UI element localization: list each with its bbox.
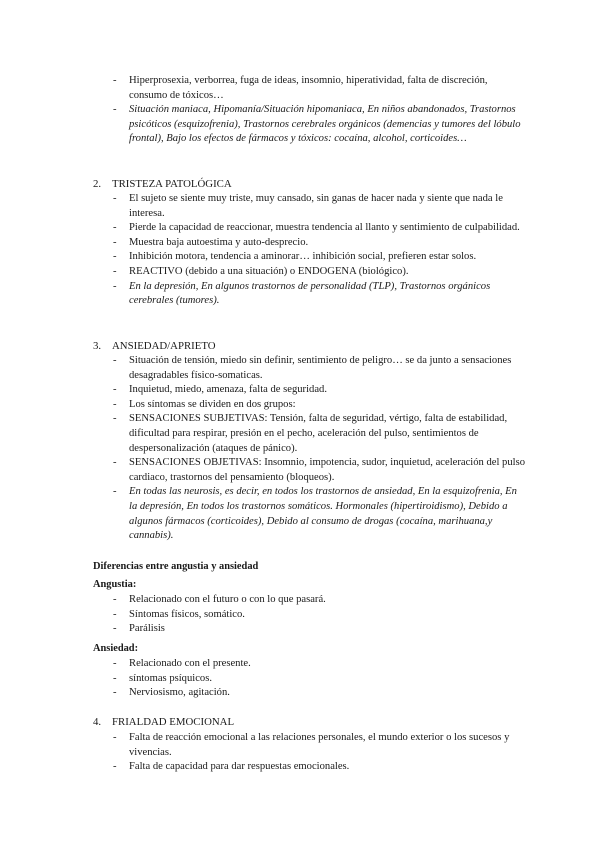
- frialdad-list: [113, 731, 525, 775]
- section-number: 2.: [93, 178, 102, 190]
- list-item: - El sujeto se siente muy triste, muy cansado, sin ganas de hacer nada y siente que nada le interesa.: [113, 192, 525, 221]
- list-item: - síntomas psíquicos.: [113, 672, 525, 687]
- section-number: 4.: [93, 716, 102, 728]
- intro-list: [113, 74, 525, 147]
- ansiedad-label: Ansiedad:: [93, 643, 139, 654]
- list-item: - Relacionado con el futuro o con lo que pasará.: [113, 593, 525, 608]
- list-item: - Pierde la capacidad de reaccionar, muestra tendencia al llanto y sentimiento de culpabilidad.: [113, 221, 525, 236]
- list-item: - SENSACIONES SUBJETIVAS: Tensión, falta de seguridad, vértigo, falta de estabilidad, dificultad para respirar, presión en el pecho, aceleración del pulso, sentimientos de despersonalización (ataques de pánico).: [113, 412, 525, 456]
- section-title: TRISTEZA PATOLÓGICA: [112, 178, 232, 190]
- list-item: - SENSACIONES OBJETIVAS: Insomnio, impotencia, sudor, inquietud, aceleración del pulso cardiaco, trastornos del pensamiento (bloqueos).: [113, 456, 525, 485]
- section-heading-ansiedad: [93, 339, 216, 354]
- list-item: - Muestra baja autoestima y auto-desprecio.: [113, 236, 525, 251]
- section-title: ANSIEDAD/APRIETO: [112, 340, 216, 352]
- section-number: 3.: [93, 340, 102, 352]
- list-item: - Falta de capacidad para dar respuestas emocionales.: [113, 760, 525, 775]
- list-item: - Situación maniaca, Hipomanía/Situación hipomaniaca, En niños abandonados, Trastornos psicóticos (esquizofrenia), Trastornos cerebrales orgánicos (demencias y tumores del lóbulo frontal), Bajo los efectos de fármacos y tóxicos: cocaína, alcohol, corticoides…: [113, 103, 525, 147]
- list-item: - Síntomas físicos, somático.: [113, 608, 525, 623]
- tristeza-list: [113, 192, 525, 309]
- list-item: - Falta de reacción emocional a las relaciones personales, el mundo exterior o los sucesos y vivencias.: [113, 731, 525, 760]
- list-item: - Inquietud, miedo, amenaza, falta de seguridad.: [113, 383, 525, 398]
- section-heading-tristeza: [93, 177, 232, 192]
- list-item: - REACTIVO (debido a una situación) o ENDOGENA (biológico).: [113, 265, 525, 280]
- list-item: - Los síntomas se dividen en dos grupos:: [113, 398, 525, 413]
- list-item: - Relacionado con el presente.: [113, 657, 525, 672]
- ansiedad-list: [113, 354, 525, 544]
- ansiedad-diff-list: [113, 657, 525, 701]
- differences-title: Diferencias entre angustia y ansiedad: [93, 561, 259, 572]
- section-heading-frialdad: [93, 715, 234, 730]
- list-item: - En la depresión, En algunos trastornos de personalidad (TLP), Trastornos orgánicos cerebrales (tumores).: [113, 280, 525, 309]
- list-item: - Nerviosismo, agitación.: [113, 686, 525, 701]
- list-item: - Parálisis: [113, 622, 525, 637]
- list-item: - Hiperprosexia, verborrea, fuga de ideas, insomnio, hiperatividad, falta de discreción, consumo de tóxicos…: [113, 74, 525, 103]
- list-item: - En todas las neurosis, es decir, en todos los trastornos de ansiedad, En la esquizofrenia, En la depresión, En todos los trastornos somáticos. Hormonales (hipertiroidismo), Debido a algunos fármacos (corticoides), Debido al consumo de drogas (cocaína, marihuana,y cannabis).: [113, 485, 525, 543]
- list-item: - Inhibición motora, tendencia a aminorar… inhibición social, prefieren estar solos.: [113, 250, 525, 265]
- angustia-label: Angustia:: [93, 579, 137, 590]
- section-title: FRIALDAD EMOCIONAL: [112, 716, 235, 728]
- angustia-list: [113, 593, 525, 637]
- list-item: - Situación de tensión, miedo sin definir, sentimiento de peligro… se da junto a sensaciones desagradables físico-somaticas.: [113, 354, 525, 383]
